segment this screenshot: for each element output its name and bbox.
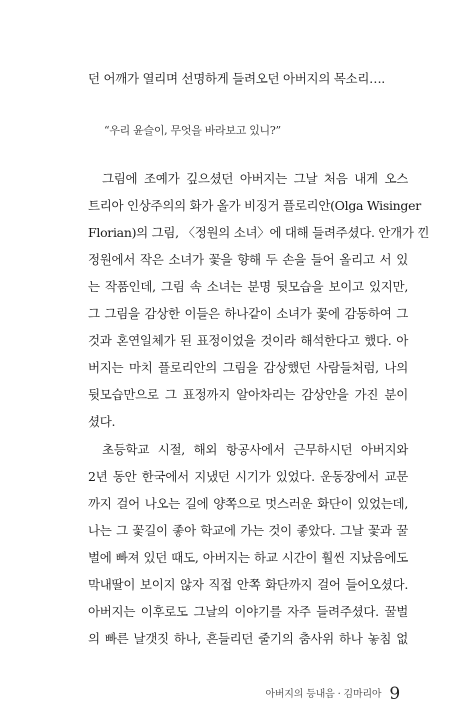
paragraph1-line: 그림에 조예가 깊으셨던 아버지는 그날 처음 내게 오스 [102, 171, 408, 186]
paragraph1-line: 버지는 마치 플로리안의 그림을 감상했던 사람들처럼, 나의 [88, 360, 408, 375]
page-number: 9 [389, 684, 400, 704]
paragraph1-line: 그 그림을 감상한 이들은 하나같이 소녀가 꽃에 감동하여 그 [88, 306, 408, 321]
quote-line: “우리 윤슬이, 무엇을 바라보고 있니?” [104, 124, 281, 137]
paragraph1-line: 셨다. [88, 414, 116, 429]
paragraph1-line: 는 작품인데, 그림 속 소녀는 분명 뒷모습을 보이고 있지만, [88, 279, 408, 294]
paragraph2-line: 나는 그 꽃길이 좋아 학교에 가는 것이 좋았다. 그날 꽃과 꿀 [88, 523, 408, 538]
paragraph2-line: 2년 동안 한국에서 지냈던 시기가 있었다. 운동장에서 교문 [88, 469, 408, 484]
page-footer [265, 684, 400, 704]
paragraph2-line: 벌에 빠져 있던 때도, 아버지는 하교 시간이 훨씬 지났음에도 [88, 550, 408, 565]
opening-line: 던 어깨가 열리며 선명하게 들려오던 아버지의 목소리…. [88, 71, 385, 86]
paragraph2-line: 막내딸이 보이지 않자 직접 안쪽 화단까지 걸어 들어오셨다. [88, 577, 408, 592]
paragraph2-line: 까지 걸어 나오는 길에 양쪽으로 멋스러운 화단이 있었는데, [88, 496, 408, 511]
running-title: 아버지의 등내음 · 김마리아 [265, 689, 382, 700]
paragraph2-line: 의 빠른 날갯짓 하나, 흔들리던 줄기의 춤사위 하나 놓침 없 [88, 631, 408, 646]
paragraph1-line: 것과 혼연일체가 된 표정이었을 것이라 해석한다고 했다. 아 [88, 333, 408, 348]
paragraph1-line: Florian)의 그림, 〈정원의 소녀〉에 대해 들려주셨다. 안개가 낀 [88, 225, 430, 240]
paragraph1-line: 뒷모습만으로 그 표정까지 알아차리는 감상안을 가진 분이 [88, 387, 408, 402]
paragraph1-line: 트리아 인상주의의 화가 올가 비징거 플로리안(Olga Wisinger [88, 198, 421, 213]
paragraph2-line: 초등학교 시절, 해외 항공사에서 근무하시던 아버지와 [102, 442, 408, 457]
paragraph1-line: 정원에서 작은 소녀가 꽃을 향해 두 손을 들어 올리고 서 있 [88, 252, 408, 267]
paragraph2-line: 아버지는 이후로도 그날의 이야기를 자주 들려주셨다. 꿀벌 [88, 604, 408, 619]
